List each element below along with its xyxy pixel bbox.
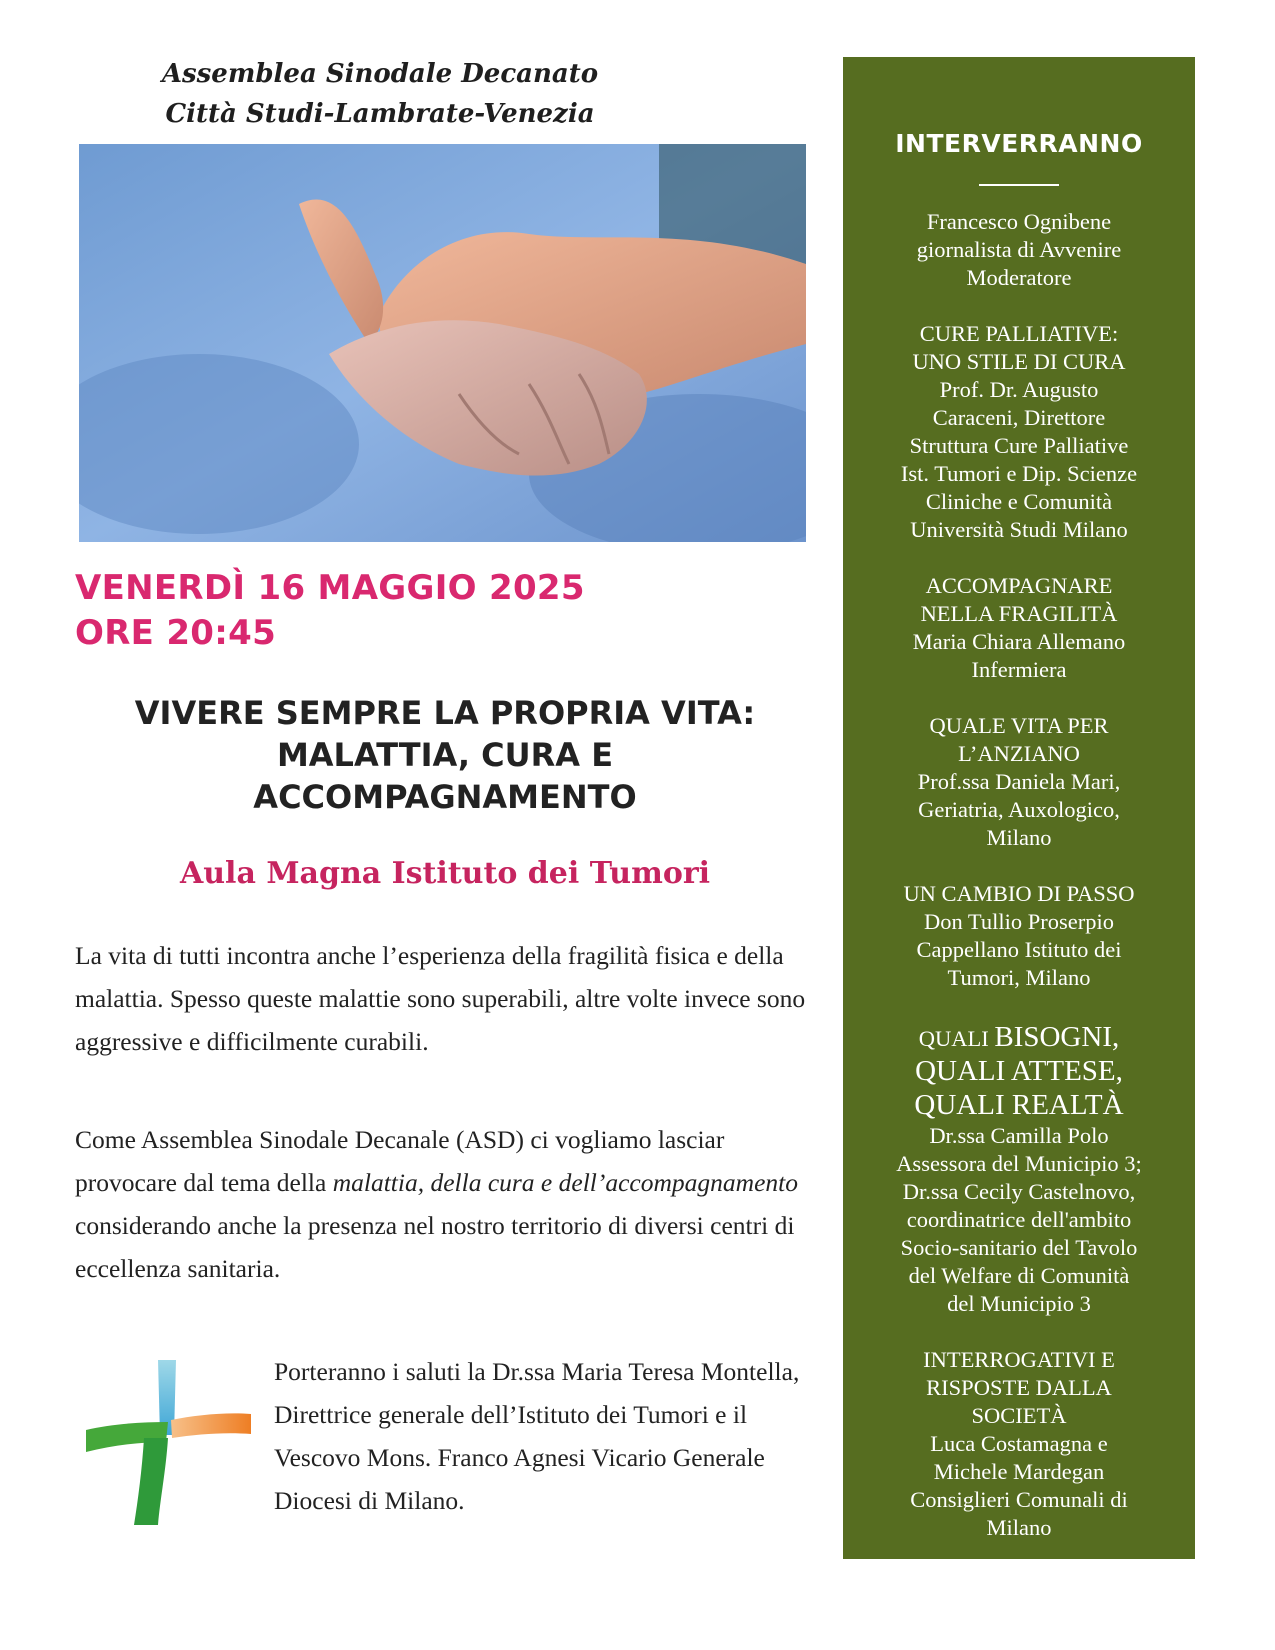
speaker-block-3: [857, 572, 1181, 684]
sb-line: Socio-sanitario del Tavolo: [900, 1235, 1138, 1260]
sb-line: Dr.ssa Camilla Polo: [929, 1123, 1109, 1148]
cross-logo-icon: [86, 1360, 251, 1525]
sb-line-mixed: [857, 1020, 1181, 1054]
speaker-block-5: [857, 880, 1181, 992]
sb-line: giornalista di Avvenire: [916, 237, 1122, 262]
sb-line: Prof.ssa Daniela Mari,: [917, 769, 1121, 794]
event-date: VENERDÌ 16 MAGGIO 2025: [75, 568, 585, 608]
sb-line: RISPOSTE DALLA: [926, 1375, 1112, 1400]
sb-big: BISOGNI,: [994, 1021, 1120, 1053]
sb-line: Cliniche e Comunità: [925, 489, 1113, 514]
purpose-paragraph: [75, 1118, 815, 1290]
sb-line: Francesco Ognibene: [926, 209, 1112, 234]
hands-photo: [79, 144, 806, 542]
speaker-block-1: [857, 208, 1181, 292]
event-title: [75, 692, 815, 818]
sb-line: Tumori, Milano: [947, 965, 1091, 990]
sb-line: CURE PALLIATIVE:: [919, 321, 1119, 346]
sb-line: L’ANZIANO: [958, 741, 1080, 766]
organizer-header: [150, 54, 610, 134]
sb-line: Consiglieri Comunali di: [910, 1487, 1128, 1512]
sb-line: del Municipio 3: [947, 1291, 1091, 1316]
title-line-1: VIVERE SEMPRE LA PROPRIA VITA:: [134, 694, 756, 732]
sb-line: SOCIETÀ: [971, 1403, 1067, 1428]
heading-divider: [979, 184, 1059, 186]
sb-line: Luca Costamagna e: [930, 1431, 1108, 1456]
sb-line: Ist. Tumori e Dip. Scienze: [900, 461, 1138, 486]
organizer-line-2: Città Studi-Lambrate-Venezia: [165, 99, 595, 129]
sb-line: Cappellano Istituto dei: [916, 937, 1122, 962]
speakers-heading: INTERVERRANNO: [895, 129, 1143, 158]
sb-line: ACCOMPAGNARE: [925, 573, 1113, 598]
event-time: ORE 20:45: [75, 613, 277, 653]
sb-line: Milano: [986, 825, 1052, 850]
organizer-line-1: Assemblea Sinodale Decanato: [161, 59, 599, 89]
sb-line: Maria Chiara Allemano: [912, 629, 1126, 654]
sb-line: Geriatria, Auxologico,: [918, 797, 1120, 822]
title-line-3: ACCOMPAGNAMENTO: [253, 778, 637, 816]
sb-line: Caraceni, Direttore: [932, 405, 1106, 430]
sb-line: Michele Mardegan: [933, 1459, 1105, 1484]
sb-big-line: QUALI ATTESE,: [915, 1055, 1123, 1087]
sb-line: Milano: [986, 1515, 1052, 1540]
purpose-text-italic: malattia, della cura e dell’accompagnamento: [332, 1168, 798, 1197]
event-datetime: [75, 566, 795, 656]
sb-line: UNO STILE DI CURA: [912, 349, 1126, 374]
purpose-text-a: Come Assemblea Sinodale Decanale (ASD) ci vogliamo lasciar provocare dal tema della: [75, 1125, 725, 1197]
sb-line: Università Studi Milano: [910, 517, 1128, 542]
sb-line: UN CAMBIO DI PASSO: [903, 881, 1135, 906]
sb-line: Prof. Dr. Augusto: [939, 377, 1099, 402]
intro-paragraph: La vita di tutti incontra anche l’esperienza della fragilità fisica e della malattia. Spesso queste malattie sono superabili, altre volte invece sono aggressive e difficilmente curabili.: [75, 941, 806, 1056]
sb-line: Struttura Cure Palliative: [909, 433, 1129, 458]
event-venue: Aula Magna Istituto dei Tumori: [179, 856, 711, 891]
sb-line: Infermiera: [971, 657, 1067, 682]
speaker-block-6: [857, 1020, 1181, 1318]
sb-big-line: QUALI REALTÀ: [914, 1089, 1124, 1121]
sb-line: INTERROGATIVI E: [923, 1347, 1115, 1372]
sb-line: Moderatore: [966, 265, 1072, 290]
speaker-block-2: [857, 320, 1181, 544]
title-line-2: MALATTIA, CURA E: [276, 736, 614, 774]
sb-line: Don Tullio Proserpio: [923, 909, 1115, 934]
sb-line: QUALE VITA PER: [929, 713, 1109, 738]
sb-quali: QUALI: [918, 1026, 995, 1051]
speaker-block-7: [857, 1346, 1181, 1542]
speakers-sidebar: [843, 57, 1195, 1559]
sb-line: Dr.ssa Cecily Castelnovo,: [902, 1179, 1136, 1204]
purpose-text-b: considerando anche la presenza nel nostro territorio di diversi centri di eccellenza sanitaria.: [75, 1211, 795, 1283]
sb-line: del Welfare di Comunità: [908, 1263, 1130, 1288]
sb-line: Assessora del Municipio 3;: [896, 1151, 1142, 1176]
sb-line: coordinatrice dell'ambito: [906, 1207, 1132, 1232]
sb-line: NELLA FRAGILITÀ: [920, 601, 1118, 626]
speaker-block-4: [857, 712, 1181, 852]
greetings-paragraph: Porteranno i saluti la Dr.ssa Maria Teresa Montella, Direttrice generale dell’Istituto dei Tumori e il Vescovo Mons. Franco Agnesi Vicario Generale Diocesi di Milano.: [274, 1357, 800, 1515]
